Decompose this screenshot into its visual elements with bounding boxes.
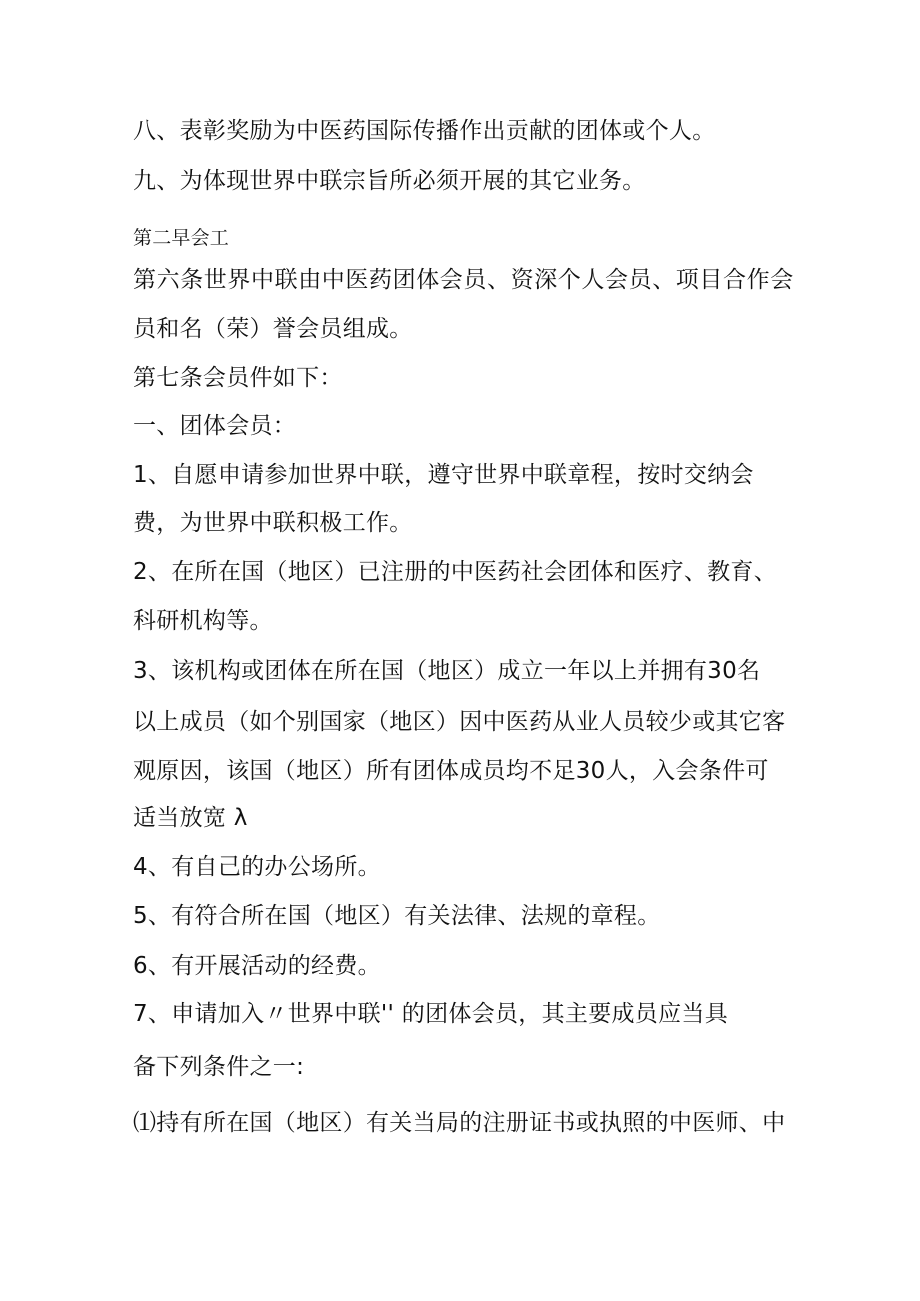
sub-condition-1-line: ⑴持有所在国（地区）有关当局的注册证书或执照的中医师、中 bbox=[133, 1110, 786, 1136]
condition-3-line-1: 3、该机构或团体在所在国（地区）成立一年以上并拥有30名 bbox=[133, 658, 761, 684]
condition-5-line: 5、有符合所在国（地区）有关法律、法规的章程。 bbox=[133, 903, 661, 929]
condition-3-line-3: 观原因，该国（地区）所有团体成员均不足30人，入会条件可 bbox=[133, 758, 769, 784]
condition-6-line: 6、有开展活动的经费。 bbox=[133, 953, 381, 979]
condition-7-line-1: 7、申请加入〃世界中联'' 的团体会员，其主要成员应当具 bbox=[133, 1001, 728, 1027]
condition-3-line-2: 以上成员（如个别国家（地区）因中医药从业人员较少或其它客 bbox=[133, 709, 786, 735]
condition-4-line: 4、有自己的办公场所。 bbox=[133, 854, 381, 880]
condition-3-line-4: 适当放宽 λ bbox=[133, 805, 248, 831]
condition-2-line-1: 2、在所在国（地区）已注册的中医药社会团体和医疗、教育、 bbox=[133, 559, 778, 585]
chapter-heading: 第二早会工 bbox=[133, 227, 230, 249]
article-6-line-2: 员和名（荣）誉会员组成。 bbox=[133, 316, 413, 342]
condition-1-line-1: 1、自愿申请参加世界中联，遵守世界中联章程，按时交纳会 bbox=[133, 462, 754, 488]
article-7-heading: 第七条会员件如下： bbox=[133, 365, 343, 391]
condition-2-line-2: 科研机构等。 bbox=[133, 608, 273, 634]
article-6-line-1: 第六条世界中联由中医药团体会员、资深个人会员、项目合作会 bbox=[133, 267, 794, 293]
item-8-line: 八、表彰奖励为中医药国际传播作出贡献的团体或个人。 bbox=[133, 118, 716, 144]
group-member-heading: 一、团体会员： bbox=[133, 413, 297, 439]
condition-1-line-2: 费，为世界中联积极工作。 bbox=[133, 510, 413, 536]
item-9-line: 九、为体现世界中联宗旨所必须开展的其它业务。 bbox=[133, 168, 646, 194]
condition-7-line-2: 备下列条件之一: bbox=[133, 1054, 305, 1080]
